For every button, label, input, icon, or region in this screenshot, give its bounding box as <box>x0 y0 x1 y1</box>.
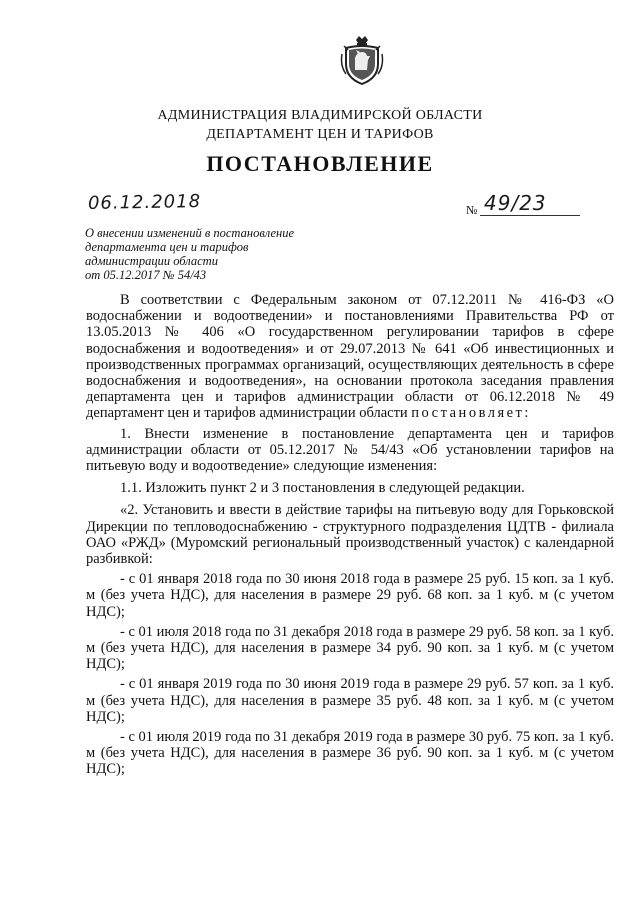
paragraph-preamble <box>86 292 614 422</box>
coat-of-arms-icon <box>340 34 384 86</box>
resolves-word: постановляет: <box>411 405 531 422</box>
header-department: ДЕПАРТАМЕНТ ЦЕН И ТАРИФОВ <box>206 127 434 142</box>
subject-line: от 05.12.2017 № 54/43 <box>85 268 207 282</box>
tariff-period-item: - с 01 июля 2018 года по 31 декабря 2018 года в размере 29 руб. 58 коп. за 1 куб. м (без учета НДС), для населения в размере 34 руб. 90 коп. за 1 куб. м (с учетом НДС); <box>86 623 614 673</box>
document-date: 06.12.2018 <box>87 191 202 214</box>
subject-line: департамента цен и тарифов <box>85 240 249 254</box>
document-subject <box>85 226 325 282</box>
number-sign: № <box>466 203 478 217</box>
subject-line: О внесении изменений в постановление <box>85 226 295 240</box>
preamble-text: В соответствии с Федеральным законом от 07.12.2011 № 416-ФЗ «О водоснабжении и водоотведении» и постановлениями Правительства РФ от 13.05.2013 № 406 «О государственном регулировании тарифов в сфере водоснабжения и водоотведения» и от 29.07.2013 № 641 «Об инвестиционных и производственных программах организаций, осуществляющих деятельность в сфере водоснабжения и водоотведения», на основании протокола заседания правления департамента цен и тарифов администрации области от 06.12.2018 № 49 департамент цен и тарифов администрации области <box>86 292 614 422</box>
subject-line: администрации области <box>85 254 218 268</box>
document-number: 49/23 <box>484 191 547 215</box>
paragraph-item-1-1: 1.1. Изложить пункт 2 и 3 постановления в следующей редакции. <box>120 480 525 497</box>
header-administration: АДМИНИСТРАЦИЯ ВЛАДИМИРСКОЙ ОБЛАСТИ <box>157 108 483 123</box>
tariff-period-item: - с 01 июля 2019 года по 31 декабря 2019 года в размере 30 руб. 75 коп. за 1 куб. м (без учета НДС), для населения в размере 36 руб. 90 коп. за 1 куб. м (с учетом НДС); <box>86 729 614 778</box>
paragraph-item-2: «2. Установить и ввести в действие тарифы на питьевую воду для Горьковской Дирекции по тепловодоснабжению - структурного подразделения ЦДТВ - филиала ОАО «РЖД» (Муромский региональный производственный участок) с календарной разбивкой: <box>86 502 614 568</box>
number-underline <box>480 215 580 216</box>
tariff-period-item: - с 01 января 2018 года по 30 июня 2018 года в размере 25 руб. 15 коп. за 1 куб. м (без учета НДС), для населения в размере 29 руб. 68 коп. за 1 куб. м (с учетом НДС); <box>86 571 614 620</box>
paragraph-item-1: 1. Внести изменение в постановление департамента цен и тарифов администрации области от 05.12.2017 № 54/43 «Об установлении тарифов на питьевую воду и водоотведение» следующие изменения: <box>86 425 614 475</box>
document-title: ПОСТАНОВЛЕНИЕ <box>206 151 434 176</box>
tariff-period-item: - с 01 января 2019 года по 30 июня 2019 года в размере 29 руб. 57 коп. за 1 куб. м (без учета НДС), для населения в размере 35 руб. 48 коп. за 1 куб. м (с учетом НДС); <box>86 676 614 725</box>
document-body <box>86 292 614 782</box>
